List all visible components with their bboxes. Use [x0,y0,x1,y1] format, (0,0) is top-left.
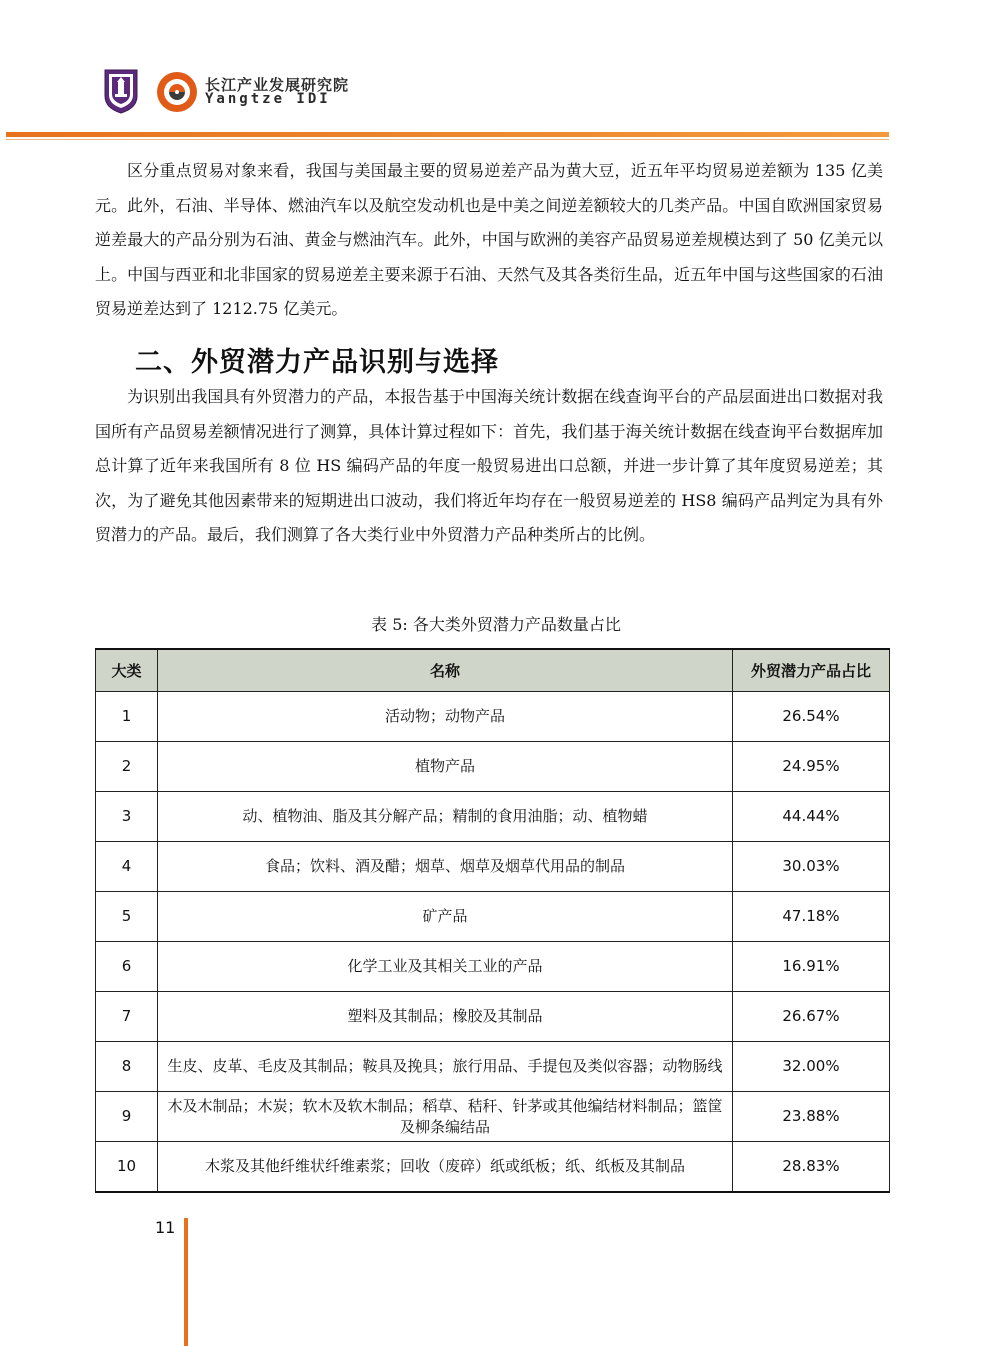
cell-name: 植物产品 [158,742,733,792]
cell-name: 化学工业及其相关工业的产品 [158,942,733,992]
cell-category: 7 [96,992,158,1042]
table-row [96,992,890,1042]
table-row [96,1092,890,1142]
org-name-en: Yangtze IDI [205,91,331,107]
column-header-name: 名称 [158,649,733,692]
cell-share: 24.95% [733,742,890,792]
table-row [96,692,890,742]
header-divider [6,132,889,137]
table-row [96,842,890,892]
cell-share: 23.88% [733,1092,890,1142]
cell-name: 塑料及其制品；橡胶及其制品 [158,992,733,1042]
paragraph-method: 为识别出我国具有外贸潜力的产品，本报告基于中国海关统计数据在线查询平台的产品层面进出口数据对我国所有产品贸易差额情况进行了测算，具体计算过程如下：首先，我们基于海关统计数据在线查询平台数据库加总计算了近年来我国所有 8 位 HS 编码产品的年度一般贸易进出口总额，并进一步计算了其年度贸易逆差；其次，为了避免其他因素带来的短期进出口波动，我们将近年均存在一般贸易逆差的 HS8 编码产品判定为具有外贸潜力的产品。最后，我们测算了各大类行业中外贸潜力产品种类所占的比例。 [95,387,883,545]
page-header [0,0,992,140]
cell-name: 动、植物油、脂及其分解产品；精制的食用油脂；动、植物蜡 [158,792,733,842]
cell-category: 10 [96,1142,158,1193]
table-row [96,742,890,792]
table-row [96,942,890,992]
cell-category: 8 [96,1042,158,1092]
table-row [96,1142,890,1193]
potential-products-table [95,648,890,1193]
cell-share: 47.18% [733,892,890,942]
paragraph-trade-deficit: 区分重点贸易对象来看，我国与美国最主要的贸易逆差产品为黄大豆，近五年平均贸易逆差额为 135 亿美元。此外，石油、半导体、燃油汽车以及航空发动机也是中美之间逆差额较大的几类产品。中国自欧洲国家贸易逆差最大的产品分别为石油、黄金与燃油汽车。此外，中国与欧洲的美容产品贸易逆差规模达到了 50 亿美元以上。中国与西亚和北非国家的贸易逆差主要来源于石油、天然气及其各类衍生品，近五年中国与这些国家的石油贸易逆差达到了 1212.75 亿美元。 [95,161,883,319]
cell-share: 32.00% [733,1042,890,1092]
cell-category: 1 [96,692,158,742]
table-row [96,1042,890,1092]
cell-share: 28.83% [733,1142,890,1193]
cell-category: 4 [96,842,158,892]
table-row [96,892,890,942]
cell-share: 26.54% [733,692,890,742]
cell-share: 30.03% [733,842,890,892]
section-title: 二、外贸潜力产品识别与选择 [135,347,499,378]
column-header-category: 大类 [96,649,158,692]
cell-name: 木浆及其他纤维状纤维素浆；回收（废碎）纸或纸板；纸、纸板及其制品 [158,1142,733,1193]
cell-share: 26.67% [733,992,890,1042]
table-row [96,792,890,842]
column-header-share: 外贸潜力产品占比 [733,649,890,692]
org-name-cn: 长江产业发展研究院 [205,76,350,94]
cell-category: 2 [96,742,158,792]
cell-category: 5 [96,892,158,942]
cell-category: 9 [96,1092,158,1142]
table-header-row [96,649,890,692]
page-number: 11 [155,1218,176,1237]
cell-name: 木及木制品；木炭；软木及软木制品；稻草、秸秆、针茅或其他编结材料制品；篮筐及柳条编结品 [158,1092,733,1142]
cell-category: 6 [96,942,158,992]
cell-name: 矿产品 [158,892,733,942]
cell-name: 食品；饮料、酒及醋；烟草、烟草及烟草代用品的制品 [158,842,733,892]
yangtze-idi-logo-icon [155,70,199,114]
cell-name: 活动物；动物产品 [158,692,733,742]
cell-share: 16.91% [733,942,890,992]
cell-category: 3 [96,792,158,842]
header-divider-thin [6,139,889,140]
table-caption: 表 5: 各大类外贸潜力产品数量占比 [371,615,621,634]
cell-share: 44.44% [733,792,890,842]
footer-accent-bar [184,1218,188,1346]
university-seal-icon [103,68,139,114]
cell-name: 生皮、皮革、毛皮及其制品；鞍具及挽具；旅行用品、手提包及类似容器；动物肠线 [158,1042,733,1092]
